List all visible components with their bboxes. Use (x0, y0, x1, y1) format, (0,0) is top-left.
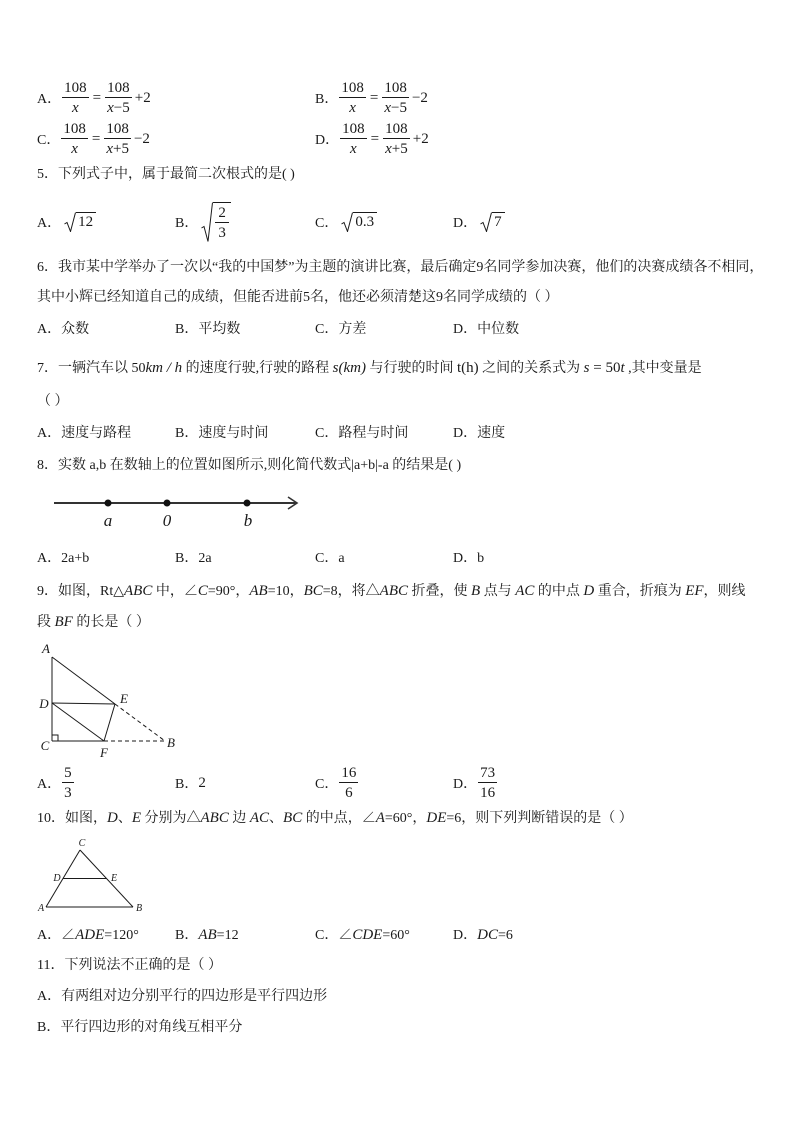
denominator-constant: −5 (390, 100, 407, 116)
segment-eb-dashed (115, 704, 165, 741)
radicand: 12 (76, 212, 96, 231)
q8-option-d: D．b (453, 551, 485, 566)
fraction (382, 80, 409, 116)
text-segment: 段 (37, 615, 55, 630)
option-label: B． (175, 216, 199, 231)
constant-term: +2 (134, 89, 151, 106)
numerator: 108 (104, 121, 131, 139)
q8-option-c: C．a (315, 551, 345, 566)
option-label: D． (315, 133, 340, 148)
q6-option-d: D．中位数 (453, 322, 520, 337)
q7-answer-paren: （ ） (37, 394, 69, 409)
q6-option-c: C．方差 (315, 322, 367, 337)
fraction (339, 80, 366, 116)
radicand-fraction (213, 202, 231, 241)
fraction (339, 765, 358, 801)
option-label: C． (315, 216, 339, 231)
text-segment: ,其中变量是 (624, 361, 702, 376)
q6-stem-line-1: 6．我市某中学举办了一次以“我的中国梦”为主题的演讲比赛，最后确定9名同学参加决赛，他们的决赛成绩各不相同， (37, 260, 764, 275)
fraction (105, 80, 132, 116)
fraction (478, 765, 497, 801)
q9-option-a (37, 765, 75, 801)
option-label: D． (453, 216, 478, 231)
square-root (201, 202, 231, 242)
q11-stem: 11．下列说法不正确的是（ ） (37, 958, 222, 973)
equals-sign: = (369, 89, 379, 106)
text-segment: 边 (228, 811, 250, 826)
text-segment: =6，则下列判断错误的是（ ） (446, 811, 633, 826)
q8-option-a: A．2a+b (37, 551, 90, 566)
label-vertex-b: B (135, 903, 143, 914)
q6-option-a: A．众数 (37, 322, 90, 337)
q10-option-c (315, 925, 410, 946)
q10-options (0, 925, 794, 945)
text-segment: 的速度行驶,行驶的路程 (182, 361, 333, 376)
math-variable: x (107, 100, 114, 116)
denominator: 3 (64, 785, 72, 801)
math-variable: x (384, 100, 391, 116)
math-variable: x (385, 141, 392, 157)
radical-sign-icon (201, 202, 213, 242)
label-vertex-c: C (78, 838, 86, 849)
text-segment: 的中点 (534, 584, 584, 599)
text-segment: 与行驶的时间 (366, 361, 457, 376)
text-segment: =8，将△ (322, 584, 380, 599)
q5-option-c (315, 200, 377, 244)
q8-option-b: B．2a (175, 551, 212, 566)
option-label: C． (37, 133, 61, 148)
text-segment: 的中点，∠ (302, 811, 376, 826)
fraction (61, 121, 88, 157)
text-segment: =10， (267, 584, 304, 599)
label-point-d: D (39, 696, 49, 711)
numerator: 108 (383, 121, 410, 139)
text-segment: ，则线 (703, 584, 746, 599)
q4-option-b (315, 80, 431, 116)
q10-option-d (453, 925, 513, 946)
label-origin: 0 (162, 511, 172, 530)
text-segment: 点与 (480, 584, 516, 599)
q7-option-a: A．速度与路程 (37, 426, 132, 441)
denominator: 6 (345, 785, 353, 801)
radical-sign-icon (480, 212, 492, 232)
label-vertex-c: C (40, 738, 50, 753)
denominator: x (349, 100, 356, 116)
math-variable: AB (198, 927, 217, 943)
numerator: 108 (105, 80, 132, 98)
text-segment: A．∠ (37, 928, 76, 943)
denominator: x (350, 141, 357, 157)
equals-sign: = (370, 130, 380, 147)
denominator-constant: +5 (391, 141, 408, 157)
math-variable: E (131, 810, 142, 826)
square-root (341, 212, 377, 232)
math-variable: t (620, 360, 625, 376)
denominator: 3 (218, 225, 226, 241)
fraction (340, 121, 367, 157)
q7-options (0, 424, 794, 444)
square-root (480, 212, 505, 232)
denominator-constant: −5 (113, 100, 130, 116)
math-variable: BF (54, 614, 73, 630)
q7-stem-line-1 (37, 358, 702, 378)
math-expression: t(h) (457, 360, 479, 376)
denominator: 16 (480, 785, 496, 801)
math-variable: s (583, 360, 590, 376)
equals-sign: = (91, 130, 101, 147)
option-label: A． (37, 216, 62, 231)
text-segment: =60° (382, 928, 410, 943)
q5-stem: 5．下列式子中，属于最简二次根式的是( ) (37, 167, 295, 182)
denominator (382, 98, 409, 116)
point-origin (164, 500, 171, 507)
number-line-figure (50, 488, 306, 534)
math-variable: x (106, 141, 113, 157)
label-point-f: F (100, 745, 108, 760)
constant-term: −2 (133, 130, 150, 147)
math-variable: D (583, 583, 595, 599)
denominator (383, 139, 410, 157)
numerator: 108 (342, 121, 365, 137)
text-segment: =12 (216, 928, 239, 943)
text-segment: C．∠ (315, 928, 353, 943)
numerator: 108 (341, 80, 364, 96)
numerator: 2 (215, 203, 229, 223)
numerator: 108 (382, 80, 409, 98)
option-label: A． (37, 777, 62, 792)
q10-option-b (175, 925, 239, 946)
q8-stem: 8．实数 a,b 在数轴上的位置如图所示,则化简代数式|a+b|-a 的结果是( ) (37, 458, 462, 473)
q10-triangle-figure (33, 835, 148, 917)
text-segment: 重合，折痕为 (594, 584, 686, 599)
text-segment: 分别为△ (141, 811, 201, 826)
option-label: C． (315, 777, 339, 792)
numerator: 73 (480, 765, 496, 781)
constant-term: −2 (411, 89, 428, 106)
q6-stem-line-2: 其中小辉已经知道自己的成绩，但能否进前5名，他还必须清楚这9名同学成绩的（ ） (37, 290, 559, 305)
radical-sign-icon (64, 212, 76, 232)
math-variable: B (471, 583, 481, 599)
numerator: 108 (63, 121, 86, 137)
label-a: a (103, 511, 113, 530)
constant-term: +2 (412, 130, 429, 147)
text-segment: =120° (104, 928, 139, 943)
math-expression: = 50 (589, 360, 621, 376)
text-segment: 中，∠ (152, 584, 198, 599)
radicand: 0.3 (353, 212, 377, 231)
math-variable: AC (249, 810, 270, 826)
label-b: b (243, 511, 253, 530)
q4-option-d (315, 121, 432, 157)
radicand: 7 (492, 212, 505, 231)
q11-option-a: A．有两组对边分别平行的四边形是平行四边形 (37, 989, 328, 1004)
q9-option-d (453, 765, 498, 801)
right-angle-mark (52, 735, 58, 741)
square-root (64, 212, 96, 232)
option-value: 2 (198, 774, 206, 791)
math-variable: A (375, 810, 385, 826)
math-variable: DC (477, 927, 498, 943)
math-variable: ADE (75, 927, 105, 943)
numerator: 16 (341, 765, 357, 781)
math-variable: EF (685, 583, 704, 599)
text-segment: 、 (117, 811, 132, 826)
denominator (104, 139, 131, 157)
point-b (244, 500, 251, 507)
math-variable: C (197, 583, 208, 599)
text-segment: 9．如图，Rt△ (37, 584, 124, 599)
text-segment: D． (453, 928, 478, 943)
text-segment: 7．一辆汽车以 50 (37, 361, 146, 376)
q9-triangle-figure (35, 640, 180, 765)
label-point-d: D (53, 873, 61, 884)
q7-option-d: D．速度 (453, 426, 506, 441)
label-point-e: E (120, 691, 128, 706)
q8-options (0, 549, 794, 569)
math-variable: ABC (124, 583, 153, 599)
q4-option-c (37, 121, 153, 157)
denominator: x (72, 100, 79, 116)
q5-option-a (37, 200, 96, 244)
q11-option-b: B．平行四边形的对角线互相平分 (37, 1020, 243, 1035)
text-segment: 10．如图， (37, 811, 107, 826)
denominator (105, 98, 132, 116)
q6-options (0, 320, 794, 340)
q4-option-a (37, 80, 154, 116)
q9-stem-line-1 (37, 581, 746, 601)
q7-option-b: B．速度与时间 (175, 426, 269, 441)
option-label: A． (37, 92, 62, 107)
q5-option-d (453, 200, 505, 244)
radical-sign-icon (341, 212, 353, 232)
q6-option-b: B．平均数 (175, 322, 241, 337)
math-variable: D (107, 810, 118, 826)
fraction (383, 121, 410, 157)
q10-option-a (37, 925, 139, 946)
label-point-e: E (110, 873, 118, 884)
math-variable: BC (283, 810, 303, 826)
equals-sign: = (92, 89, 102, 106)
text-segment: 之间的关系式为 (478, 361, 584, 376)
math-variable: km / h (145, 360, 183, 376)
q5-option-b (175, 200, 231, 244)
segment-de (52, 703, 115, 704)
math-variable: s(km) (332, 360, 366, 376)
text-segment: =6 (497, 928, 513, 943)
numerator: 5 (64, 765, 72, 781)
option-label: B． (315, 92, 339, 107)
fraction (104, 121, 131, 157)
text-segment: 的长是（ ） (72, 615, 150, 630)
text-segment: =60°， (384, 811, 427, 826)
fold-line-ef (104, 704, 115, 741)
text-segment: B． (175, 928, 199, 943)
q9-option-b (175, 765, 206, 801)
denominator: x (71, 141, 78, 157)
math-variable: ABC (200, 810, 229, 826)
q7-option-c: C．路程与时间 (315, 426, 409, 441)
label-vertex-a: A (37, 903, 45, 914)
q9-option-c (315, 765, 359, 801)
label-vertex-a: A (42, 641, 50, 656)
text-segment: 、 (269, 811, 284, 826)
math-variable: ABC (379, 583, 409, 599)
q9-stem-line-2 (37, 612, 150, 632)
option-label: B． (175, 777, 199, 792)
math-variable: DE (426, 810, 447, 826)
math-variable: AB (249, 583, 268, 599)
fraction (62, 765, 74, 801)
segment-df (52, 703, 104, 741)
denominator-constant: +5 (112, 141, 129, 157)
text-segment: =90°， (207, 584, 250, 599)
q10-stem (37, 808, 633, 828)
text-segment: 折叠，使 (408, 584, 472, 599)
point-a (105, 500, 112, 507)
numerator: 108 (64, 80, 87, 96)
fraction (62, 80, 89, 116)
math-variable: AC (515, 583, 535, 599)
math-variable: CDE (352, 927, 383, 943)
segment-ae (52, 657, 115, 704)
label-vertex-b: B (167, 735, 175, 750)
math-variable: BC (303, 583, 323, 599)
option-label: D． (453, 777, 478, 792)
